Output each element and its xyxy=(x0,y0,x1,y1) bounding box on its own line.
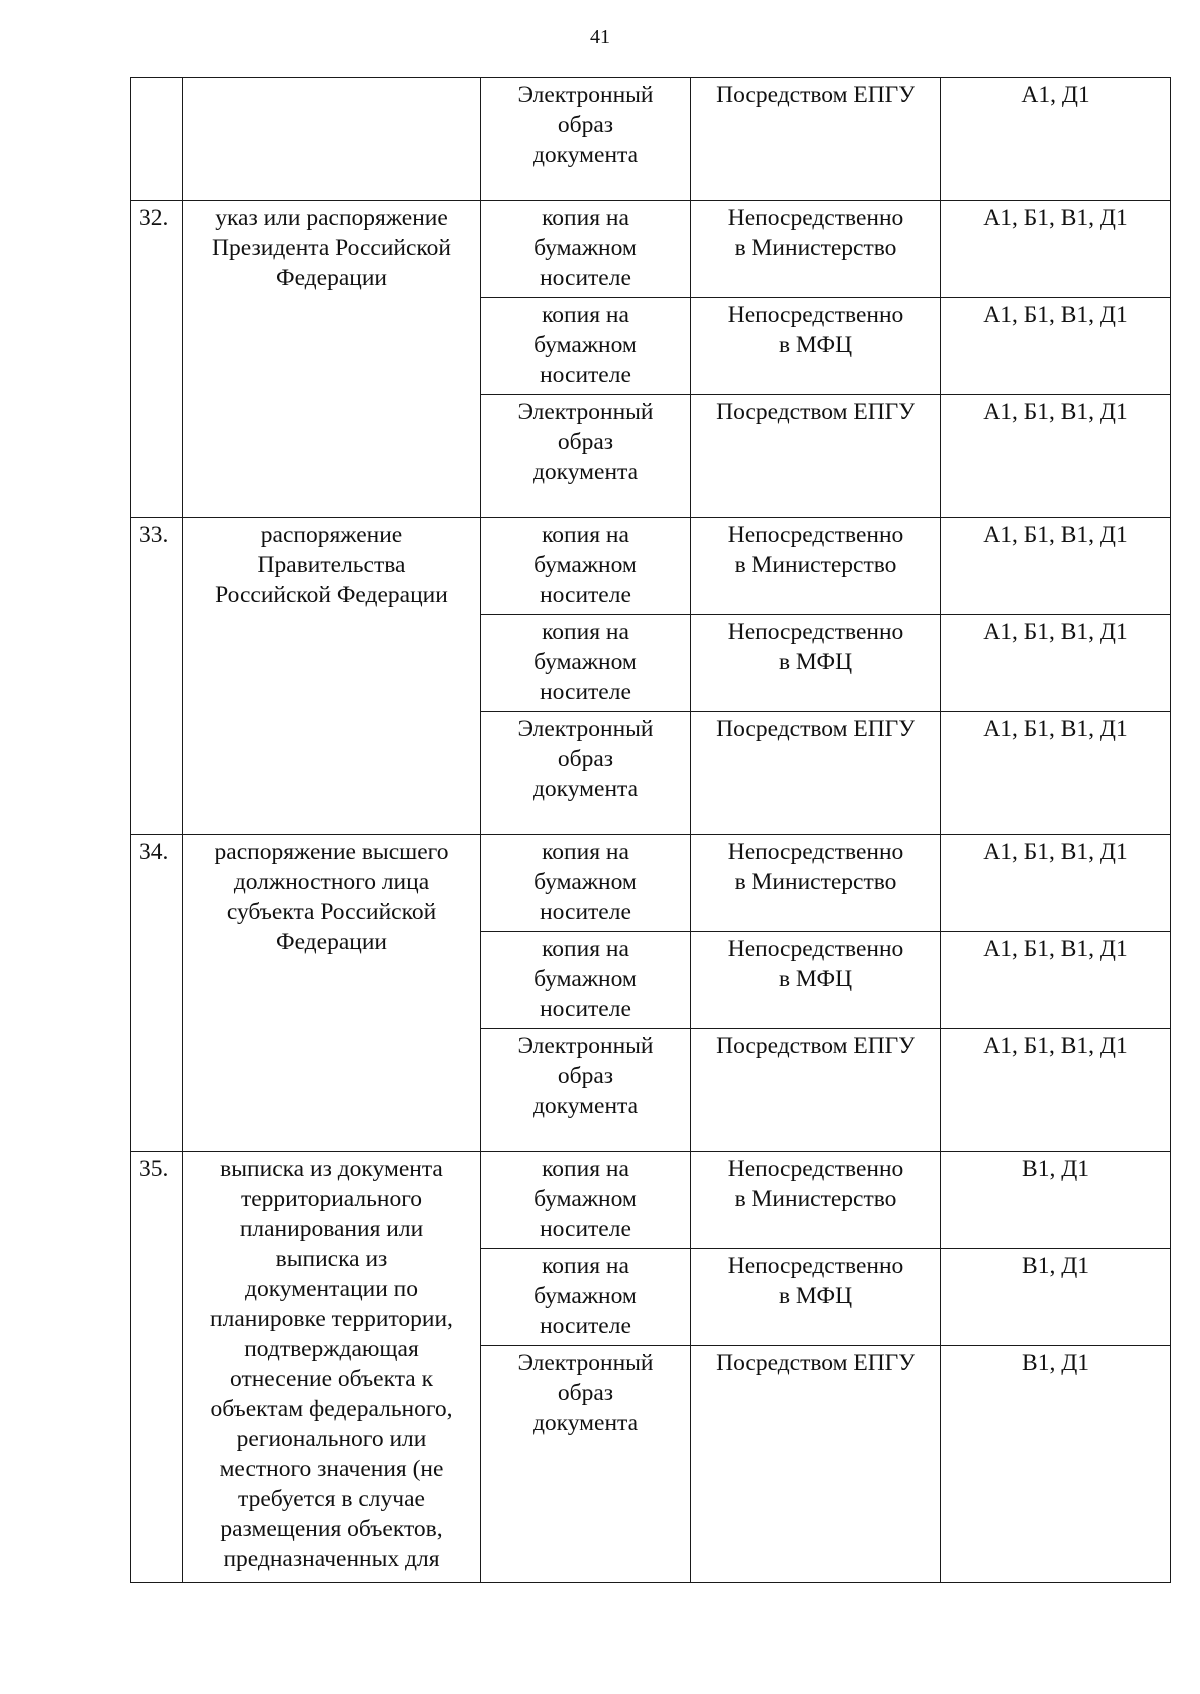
submission-way: Посредством ЕПГУ xyxy=(691,395,941,518)
document-codes: А1, Б1, В1, Д1 xyxy=(941,1029,1171,1152)
document-name: распоряжение высшего должностного лица субъекта Российской Федерации xyxy=(183,835,481,1152)
documents-table xyxy=(130,77,1171,1583)
document-codes: А1, Б1, В1, Д1 xyxy=(941,395,1171,518)
document-name: распоряжение Правительства Российской Федерации xyxy=(183,518,481,835)
submission-way: Непосредственно в Министерство xyxy=(691,518,941,615)
document-form: копия на бумажном носителе xyxy=(481,201,691,298)
document-form: копия на бумажном носителе xyxy=(481,615,691,712)
submission-way: Посредством ЕПГУ xyxy=(691,712,941,835)
submission-way: Посредством ЕПГУ xyxy=(691,1029,941,1152)
document-codes: А1, Б1, В1, Д1 xyxy=(941,615,1171,712)
document-form: Электронный образ документа xyxy=(481,1029,691,1152)
document-form: Электронный образ документа xyxy=(481,1346,691,1583)
table-row xyxy=(131,1152,1171,1249)
page-number: 41 xyxy=(590,26,610,48)
document-name: указ или распоряжение Президента Российской Федерации xyxy=(183,201,481,518)
submission-way: Непосредственно в Министерство xyxy=(691,201,941,298)
document-codes: А1, Б1, В1, Д1 xyxy=(941,712,1171,835)
document-form: копия на бумажном носителе xyxy=(481,835,691,932)
document-codes: В1, Д1 xyxy=(941,1152,1171,1249)
row-number: 34. xyxy=(131,835,183,1152)
row-number: 35. xyxy=(131,1152,183,1583)
table-row xyxy=(131,201,1171,298)
document-form: копия на бумажном носителе xyxy=(481,1249,691,1346)
document-form: копия на бумажном носителе xyxy=(481,518,691,615)
row-number: 32. xyxy=(131,201,183,518)
submission-way: Посредством ЕПГУ xyxy=(691,1346,941,1583)
document-codes: В1, Д1 xyxy=(941,1249,1171,1346)
document-codes: А1, Б1, В1, Д1 xyxy=(941,201,1171,298)
document-form: Электронный образ документа xyxy=(481,395,691,518)
submission-way: Непосредственно в МФЦ xyxy=(691,298,941,395)
submission-way: Посредством ЕПГУ xyxy=(691,78,941,201)
row-number: 33. xyxy=(131,518,183,835)
document-codes: А1, Д1 xyxy=(941,78,1171,201)
row-number xyxy=(131,78,183,201)
document-form: копия на бумажном носителе xyxy=(481,298,691,395)
document-codes: А1, Б1, В1, Д1 xyxy=(941,518,1171,615)
submission-way: Непосредственно в МФЦ xyxy=(691,1249,941,1346)
document-form: копия на бумажном носителе xyxy=(481,932,691,1029)
table-row xyxy=(131,835,1171,932)
submission-way: Непосредственно в Министерство xyxy=(691,1152,941,1249)
document-codes: В1, Д1 xyxy=(941,1346,1171,1583)
document-form: Электронный образ документа xyxy=(481,78,691,201)
submission-way: Непосредственно в Министерство xyxy=(691,835,941,932)
submission-way: Непосредственно в МФЦ xyxy=(691,932,941,1029)
document-codes: А1, Б1, В1, Д1 xyxy=(941,932,1171,1029)
document-name: выписка из документа территориального планирования или выписка из документации по планировке территории, подтверждающая отнесение объекта к объектам федерального, регионального или местного значения (не требуется в случае размещения объектов, предназначенных для xyxy=(183,1152,481,1583)
document-codes: А1, Б1, В1, Д1 xyxy=(941,298,1171,395)
submission-way: Непосредственно в МФЦ xyxy=(691,615,941,712)
table-row xyxy=(131,518,1171,615)
document-codes: А1, Б1, В1, Д1 xyxy=(941,835,1171,932)
document-form: копия на бумажном носителе xyxy=(481,1152,691,1249)
document-name xyxy=(183,78,481,201)
document-form: Электронный образ документа xyxy=(481,712,691,835)
table-row xyxy=(131,78,1171,201)
